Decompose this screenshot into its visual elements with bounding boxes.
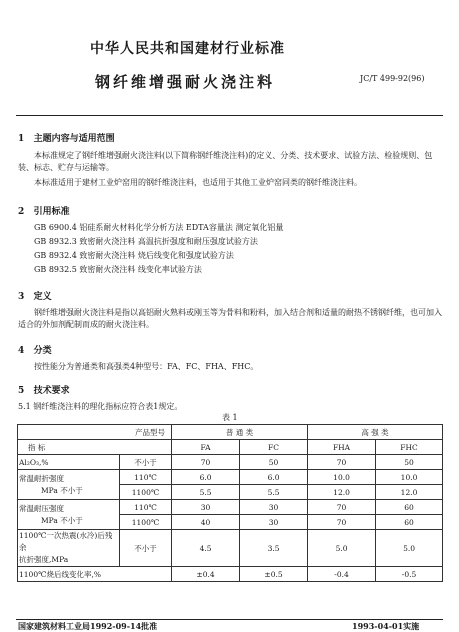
table-cell: -0.5 [376,567,443,582]
section-1-para-2: 本标准适用于建材工业炉窑用的钢纤维浇注料，也适用于其他工业炉窑同类的钢纤维浇注料。 [34,178,362,187]
effective-date: 1993-04-01实施 [352,621,420,631]
table-row [18,455,443,470]
section-4-para: 按性能分为普通类和高强类4种型号：FA、FC、FHA、FHC。 [34,362,259,371]
table-cell: 4.5 [172,530,240,567]
section-5-heading: 5 技术要求 [18,386,70,396]
section-3-heading: 3 定义 [18,292,52,302]
row-condition: 110℃ [120,470,172,485]
document-title: 钢纤维增强耐火浇注料 [95,73,276,91]
table-cell: 70 [172,455,240,470]
standard-code: JC/T 499-92(96) [360,74,425,83]
properties-table [17,424,443,582]
model-cell: FC [240,440,308,455]
section-4-heading: 4 分类 [18,346,52,356]
standard-header: 中华人民共和国建材行业标准 [90,41,285,57]
model-cell: FHA [308,440,376,455]
ref-2: GB 8932.3 致密耐火浇注料 高温抗折强度和耐压强度试验方法 [34,237,258,246]
table-cell: 40 [172,515,240,530]
table-cell: ±0.5 [240,567,308,582]
ref-1: GB 6900.4 铝硅系耐火材料化学分析方法 EDTA容量法 测定氧化铝量 [34,223,284,232]
clause-5-1: 5.1 钢纤维浇注料的理化指标应符合表1规定。 [18,402,183,411]
row-label: Al₂O₃,% [18,455,120,470]
table-cell: 50 [240,455,308,470]
table-cell: 60 [376,515,443,530]
table-header-row-2 [18,440,443,455]
table-cell: 3.5 [240,530,308,567]
table-cell: 10.0 [308,470,376,485]
section-1-heading: 1 主题内容与适用范围 [18,134,115,144]
row-condition: 110℃ [120,500,172,515]
top-rule [16,115,443,116]
row-condition: 1100℃ [120,485,172,500]
row-condition: 不小于 [120,530,172,567]
table-cell: 70 [308,500,376,515]
table-cell: 60 [376,500,443,515]
section-3-para: 钢纤维增强耐火浇注料是指以高铝耐火熟料或刚玉等为骨料和粉料，加入结合剂和适量的耐热不锈钢纤维，也可加入适合的外加剂配制而成的耐火浇注料。 [18,308,442,329]
index-header: 指 标 [18,440,172,455]
table-cell: 5.0 [376,530,443,567]
row-label: 常温耐压强度 MPa 不小于 [18,500,120,530]
table-cell: 6.0 [172,470,240,485]
row-label: 1100℃一次热震(水冷)后残余 抗折强度,MPa [18,530,120,567]
table-cell: 30 [172,500,240,515]
table-cell: 5.5 [240,485,308,500]
model-cell: FA [172,440,240,455]
table-cell: -0.4 [308,567,376,582]
table-cell: 10.0 [376,470,443,485]
model-cell: FHC [376,440,443,455]
table-cell: 12.0 [376,485,443,500]
row-label: 1100℃烧后线变化率,% [18,567,172,582]
table-cell: 6.0 [240,470,308,485]
table-header-row-1 [18,425,443,440]
section-1-para-1: 本标准规定了钢纤维增强耐火浇注料(以下简称钢纤维浇注料)的定义、分类、技术要求、试验方法、检验规则、包装、标志、贮存与运输等。 [18,151,433,172]
ordinary-group-header: 普 通 类 [172,425,308,440]
row-condition: 不小于 [120,455,172,470]
table-cell: 50 [376,455,443,470]
table-row [18,530,443,567]
table-cell: ±0.4 [172,567,240,582]
table-cell: 30 [240,500,308,515]
table-cell: 30 [240,515,308,530]
table-row [18,470,443,485]
table-cell: 5.0 [308,530,376,567]
high-strength-group-header: 高 强 类 [308,425,443,440]
table-row [18,567,443,582]
table-caption: 表 1 [222,413,238,422]
table-row [18,500,443,515]
product-model-header: 产品型号 [18,425,172,440]
row-condition: 1100℃ [120,515,172,530]
table-cell: 5.5 [172,485,240,500]
ref-4: GB 8932.5 致密耐火浇注料 线变化率试验方法 [34,265,202,274]
ref-3: GB 8932.4 致密耐火浇注料 烧后线变化和强度试验方法 [34,251,234,260]
table-cell: 70 [308,455,376,470]
table-cell: 12.0 [308,485,376,500]
approval-note: 国家建筑材料工业局1992-09-14批准 [18,621,158,631]
table-cell: 70 [308,515,376,530]
section-2-heading: 2 引用标准 [18,207,70,217]
footer-rule [16,619,443,620]
row-label: 常温耐折强度 MPa 不小于 [18,470,120,500]
